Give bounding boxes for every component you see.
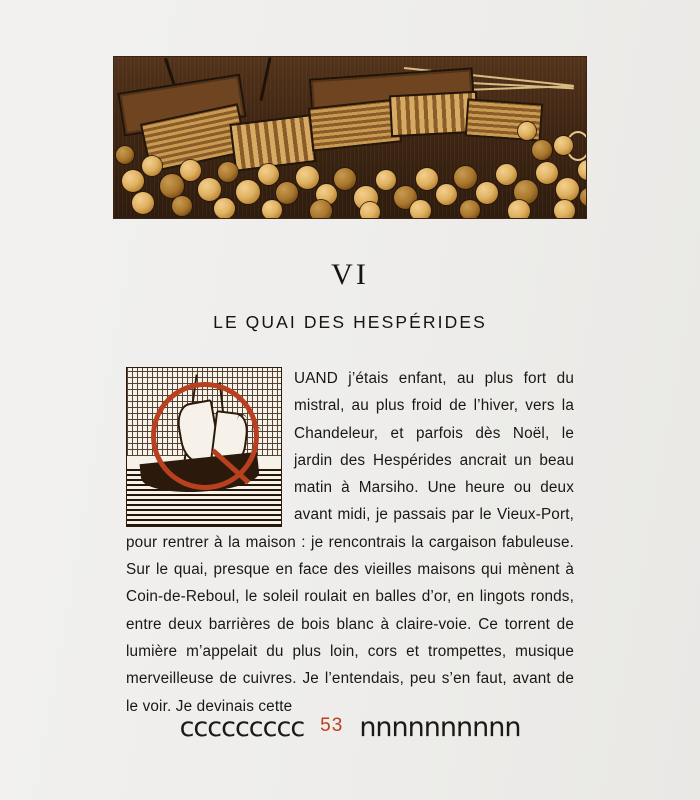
page-footer xyxy=(0,705,700,749)
body-paragraph: UAND j’étais enfant, au plus fort du mistral, au plus froid de l’hiver, vers la Chandeleur, et parfois dès Noël, le jardin des Hespérides ancrait un beau matin à Marsiho. Une heure ou deux avant midi, je passais par le Vieux-Port, pour rentrer à la maison : je rencontrais la cargaison fabuleuse. Sur le quai, presque en face des vieilles maisons qui mènent à Coin-de-Reboul, le soleil roulait en balles d’or, en lingots ronds, entre deux barrières de bois blanc à claire-voie. Ce torrent de lumière m’appelait du plus loin, cors et trompettes, musique merveilleuse de cuivres. Je l’entendais, peu s’en faut, avant de le voir. Je devinais cette xyxy=(126,370,574,715)
page-number: 53 xyxy=(320,715,344,736)
orange-pile xyxy=(114,112,586,218)
headpiece-illustration xyxy=(113,56,587,219)
wave-ornament-left: ccccccccc xyxy=(179,711,305,743)
chapter-title: LE QUAI DES HESPÉRIDES xyxy=(213,312,487,332)
wave-ornament-right: nnnnnnnnnn xyxy=(359,711,521,743)
drop-cap-illustration xyxy=(126,367,282,527)
drop-cap-letter-q xyxy=(151,382,259,490)
body-text-block xyxy=(126,365,574,720)
chapter-number: VI xyxy=(331,258,369,291)
